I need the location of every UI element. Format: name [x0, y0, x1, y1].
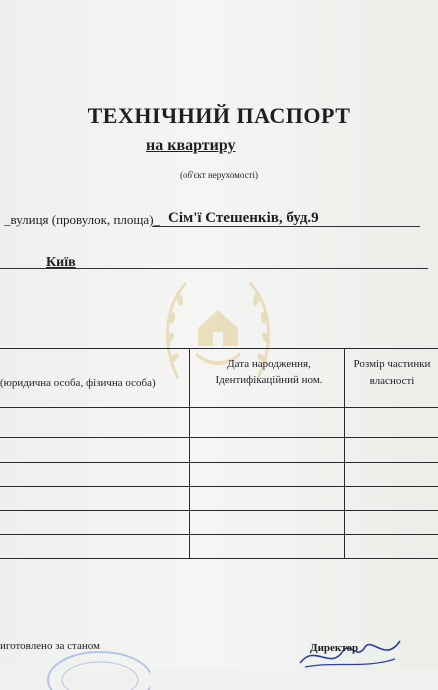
object-note: (об'єкт нерухомості): [179, 170, 259, 180]
address-underline: [152, 226, 420, 227]
table-border-top: [0, 348, 438, 349]
table-header-dob: Дата народження, Ідентифікаційний ном.: [215, 358, 323, 386]
director-label: Директор: [310, 642, 359, 654]
table-column-divider: [189, 348, 190, 559]
table-header-owner: (юридична особа, фізична особа): [0, 377, 156, 389]
address-label: _вулиця (провулок, площа)_: [4, 212, 161, 227]
address-value: Сім'ї Стешенків, буд.9: [168, 210, 319, 226]
table-row-line: [0, 437, 438, 438]
table-row-line: [0, 510, 438, 511]
city-value: Київ: [46, 255, 76, 270]
table-row-line: [0, 534, 438, 535]
prepared-by-label: иготовлено за станом: [0, 640, 101, 652]
table-header-bottom: [0, 407, 438, 408]
table-row-line: [0, 486, 438, 487]
table-header-share: Розмір частинки власності: [353, 358, 431, 387]
table-border-bottom: [0, 558, 438, 559]
document-subtitle: на квартиру: [146, 137, 236, 154]
document-title: ТЕХНІЧНИЙ ПАСПОРТ: [87, 103, 351, 128]
table-row-line: [0, 462, 438, 463]
table-column-divider: [344, 348, 345, 559]
owners-table: [0, 348, 438, 559]
city-underline-left: [0, 268, 40, 269]
